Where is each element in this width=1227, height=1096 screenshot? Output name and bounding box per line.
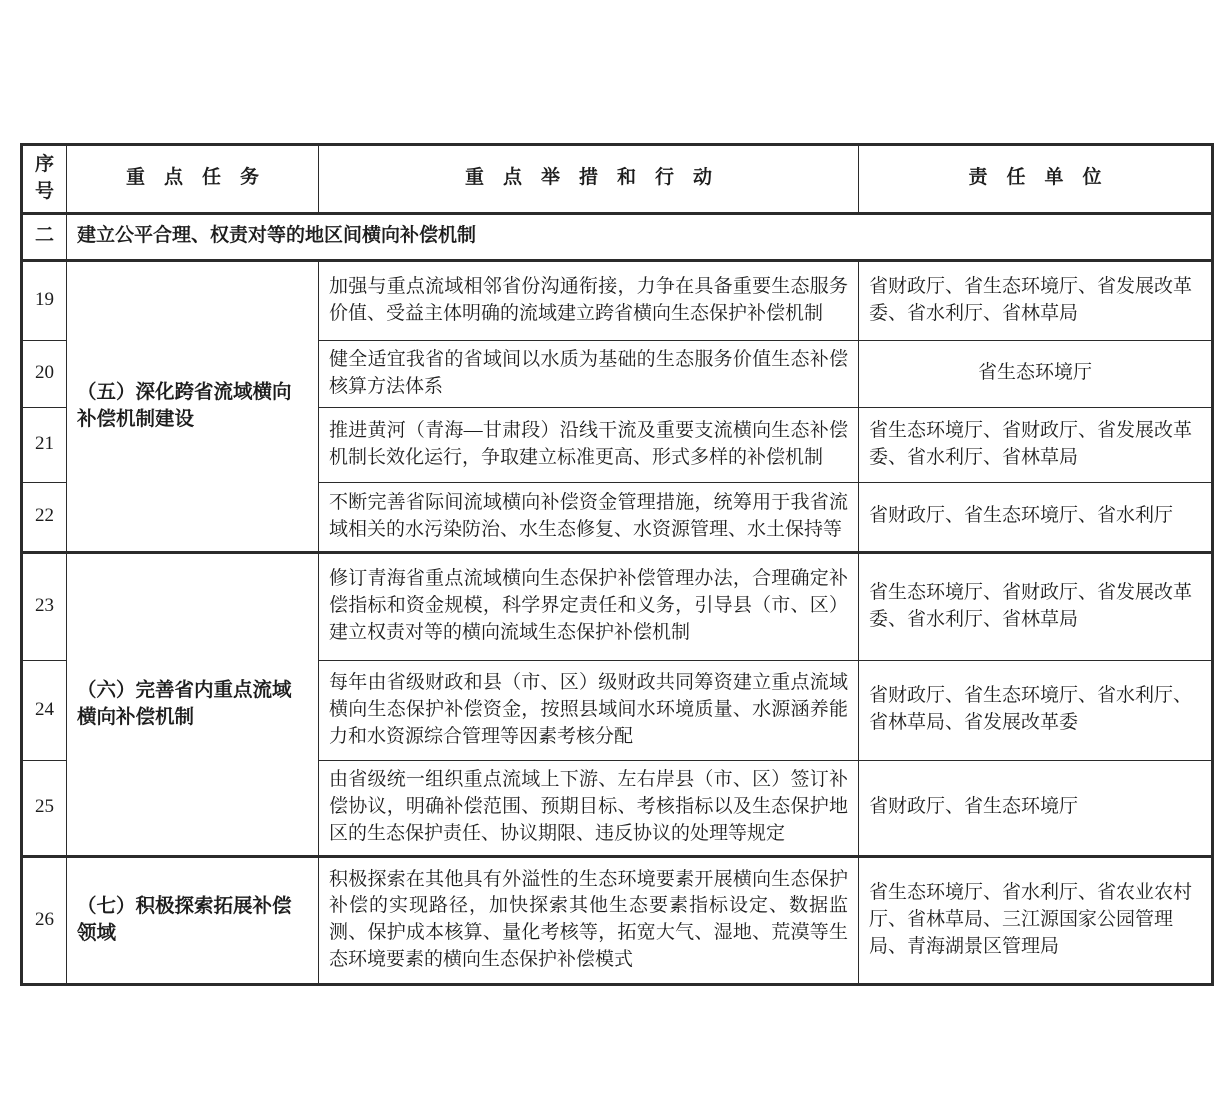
measure-cell: 加强与重点流域相邻省份沟通衔接，力争在具备重要生态服务价值、受益主体明确的流域建立跨省横向生态保护补偿机制 (319, 260, 859, 340)
unit-cell: 省财政厅、省生态环境厅 (859, 760, 1213, 856)
policy-task-table (20, 143, 1214, 986)
row-number: 23 (22, 552, 67, 660)
row-number: 26 (22, 856, 67, 984)
unit-cell: 省生态环境厅、省财政厅、省发展改革委、省水利厅、省林草局 (859, 552, 1213, 660)
row-number: 21 (22, 407, 67, 482)
unit-cell: 省财政厅、省生态环境厅、省发展改革委、省水利厅、省林草局 (859, 260, 1213, 340)
task-cell-group-6: （六）完善省内重点流域横向补偿机制 (67, 552, 319, 856)
section-number: 二 (22, 213, 67, 260)
unit-cell: 省生态环境厅 (859, 340, 1213, 407)
measure-cell: 由省级统一组织重点流域上下游、左右岸县（市、区）签订补偿协议，明确补偿范围、预期目标、考核指标以及生态保护地区的生态保护责任、协议期限、违反协议的处理等规定 (319, 760, 859, 856)
row-number: 24 (22, 660, 67, 760)
table-row (22, 260, 1213, 340)
unit-cell: 省生态环境厅、省财政厅、省发展改革委、省水利厅、省林草局 (859, 407, 1213, 482)
row-number: 25 (22, 760, 67, 856)
task-cell-group-5: （五）深化跨省流域横向补偿机制建设 (67, 260, 319, 552)
column-header-task: 重 点 任 务 (67, 145, 319, 214)
row-number: 22 (22, 482, 67, 552)
measure-cell: 推进黄河（青海—甘肃段）沿线干流及重要支流横向生态补偿机制长效化运行，争取建立标准更高、形式多样的补偿机制 (319, 407, 859, 482)
table-header-row (22, 145, 1213, 214)
column-header-measure: 重 点 举 措 和 行 动 (319, 145, 859, 214)
row-number: 19 (22, 260, 67, 340)
row-number: 20 (22, 340, 67, 407)
column-header-number: 序号 (22, 145, 67, 214)
table-row (22, 856, 1213, 984)
measure-cell: 不断完善省际间流域横向补偿资金管理措施，统筹用于我省流域相关的水污染防治、水生态修复、水资源管理、水土保持等 (319, 482, 859, 552)
unit-cell: 省生态环境厅、省水利厅、省农业农村厅、省林草局、三江源国家公园管理局、青海湖景区管理局 (859, 856, 1213, 984)
measure-cell: 积极探索在其他具有外溢性的生态环境要素开展横向生态保护补偿的实现路径，加快探索其他生态要素指标设定、数据监测、保护成本核算、量化考核等，拓宽大气、湿地、荒漠等生态环境要素的横向生态保护补偿模式 (319, 856, 859, 984)
task-cell-group-7: （七）积极探索拓展补偿领域 (67, 856, 319, 984)
table-row (22, 552, 1213, 660)
measure-cell: 修订青海省重点流域横向生态保护补偿管理办法，合理确定补偿指标和资金规模，科学界定责任和义务，引导县（市、区）建立权责对等的横向流域生态保护补偿机制 (319, 552, 859, 660)
unit-cell: 省财政厅、省生态环境厅、省水利厅 (859, 482, 1213, 552)
unit-cell: 省财政厅、省生态环境厅、省水利厅、省林草局、省发展改革委 (859, 660, 1213, 760)
measure-cell: 健全适宜我省的省域间以水质为基础的生态服务价值生态补偿核算方法体系 (319, 340, 859, 407)
section-row (22, 213, 1213, 260)
measure-cell: 每年由省级财政和县（市、区）级财政共同筹资建立重点流域横向生态保护补偿资金，按照县域间水环境质量、水源涵养能力和水资源综合管理等因素考核分配 (319, 660, 859, 760)
column-header-unit: 责 任 单 位 (859, 145, 1213, 214)
section-title: 建立公平合理、权责对等的地区间横向补偿机制 (67, 213, 1213, 260)
